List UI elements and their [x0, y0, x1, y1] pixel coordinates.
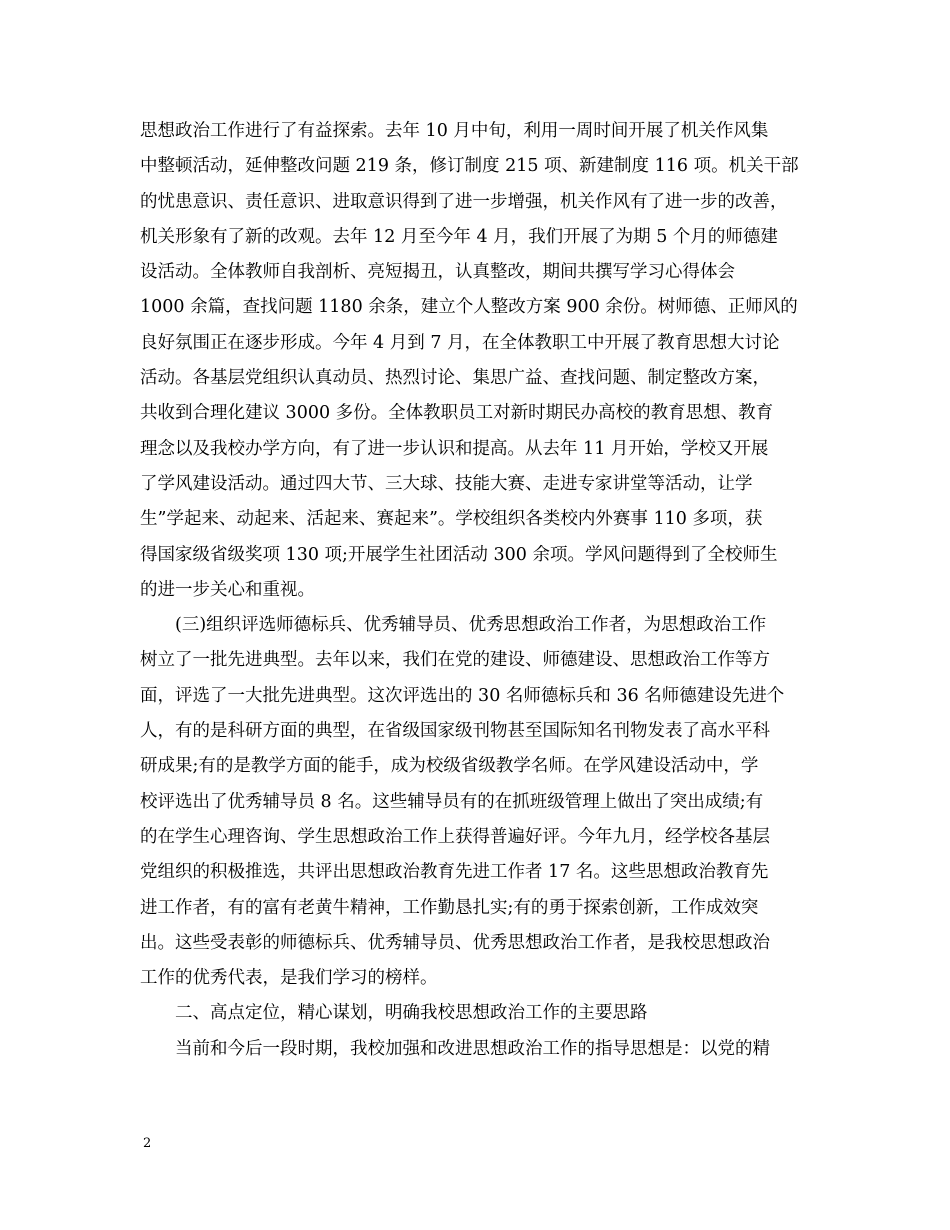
text-line: 1000 余篇，查找问题 1180 余条，建立个人整改方案 900 余份。树师德、正师风的: [140, 297, 798, 318]
text-line: 的进一步关心和重视。: [140, 579, 315, 600]
text-line: 共收到合理化建议 3000 多份。全体教职员工对新时期民办高校的教育思想、教育: [140, 403, 774, 424]
text-line: 生”学起来、动起来、活起来、赛起来”。学校组织各类校内外赛事 110 多项，获: [140, 509, 763, 530]
text-line: 进工作者，有的富有老黄牛精神，工作勤恳扎实;有的勇于探索创新，工作成效突: [140, 897, 759, 918]
paragraph-start-line: (三)组织评选师德标兵、优秀辅导员、优秀思想政治工作者，为思想政治工作: [175, 615, 767, 636]
text-line: 研成果;有的是教学方面的能手，成为校级省级教学名师。在学风建设活动中，学: [140, 756, 759, 777]
text-line: 活动。各基层党组织认真动员、热烈讨论、集思广益、查找问题、制定整改方案，: [140, 368, 770, 389]
text-line: 设活动。全体教师自我剖析、亮短揭丑，认真整改，期间共撰写学习心得体会: [140, 262, 735, 283]
section-heading: 二、高点定位，精心谋划，明确我校思想政治工作的主要思路: [175, 1003, 648, 1024]
text-line: 的忧患意识、责任意识、进取意识得到了进一步增强，机关作风有了进一步的改善，: [140, 191, 788, 212]
page-number: 2: [143, 1136, 152, 1151]
text-line: 出。这些受表彰的师德标兵、优秀辅导员、优秀思想政治工作者，是我校思想政治: [140, 932, 770, 953]
text-line: 党组织的积极推选，共评出思想政治教育先进工作者 17 名。这些思想政治教育先: [140, 862, 769, 883]
text-line: 工作的优秀代表，是我们学习的榜样。: [140, 968, 438, 989]
text-line: 了学风建设活动。通过四大节、三大球、技能大赛、走进专家讲堂等活动，让学: [140, 473, 753, 494]
text-line: 思想政治工作进行了有益探索。去年 10 月中旬，利用一周时间开展了机关作风集: [140, 121, 769, 141]
text-line: 的在学生心理咨询、学生思想政治工作上获得普遍好评。今年九月，经学校各基层: [140, 826, 770, 847]
body-text: [140, 114, 830, 1067]
text-line: 中整顿活动，延伸整改问题 219 条，修订制度 215 项、新建制度 116 项。机关干部: [140, 156, 799, 177]
text-line: 面，评选了一大批先进典型。这次评选出的 30 名师德标兵和 36 名师德建设先进个: [140, 685, 785, 706]
text-line: 得国家级省级奖项 130 项;开展学生社团活动 300 余项。学风问题得到了全校师生: [140, 544, 778, 565]
text-line: 机关形象有了新的改观。去年 12 月至今年 4 月，我们开展了为期 5 个月的师德建: [140, 226, 778, 247]
text-line: 人，有的是科研方面的典型，在省级国家级刊物甚至国际知名刊物发表了高水平科: [140, 721, 770, 742]
text-line: 校评选出了优秀辅导员 8 名。这些辅导员有的在抓班级管理上做出了突出成绩;有: [140, 791, 764, 812]
text-line: 理念以及我校办学方向，有了进一步认识和提高。从去年 11 月开始，学校又开展: [140, 438, 769, 459]
paragraph-start-line: 当前和今后一段时期，我校加强和改进思想政治工作的指导思想是：以党的精: [175, 1038, 770, 1059]
text-line: 树立了一批先进典型。去年以来，我们在党的建设、师德建设、思想政治工作等方: [140, 650, 770, 671]
text-line: 良好氛围正在逐步形成。今年 4 月到 7 月，在全体教职工中开展了教育思想大讨论: [140, 332, 780, 353]
